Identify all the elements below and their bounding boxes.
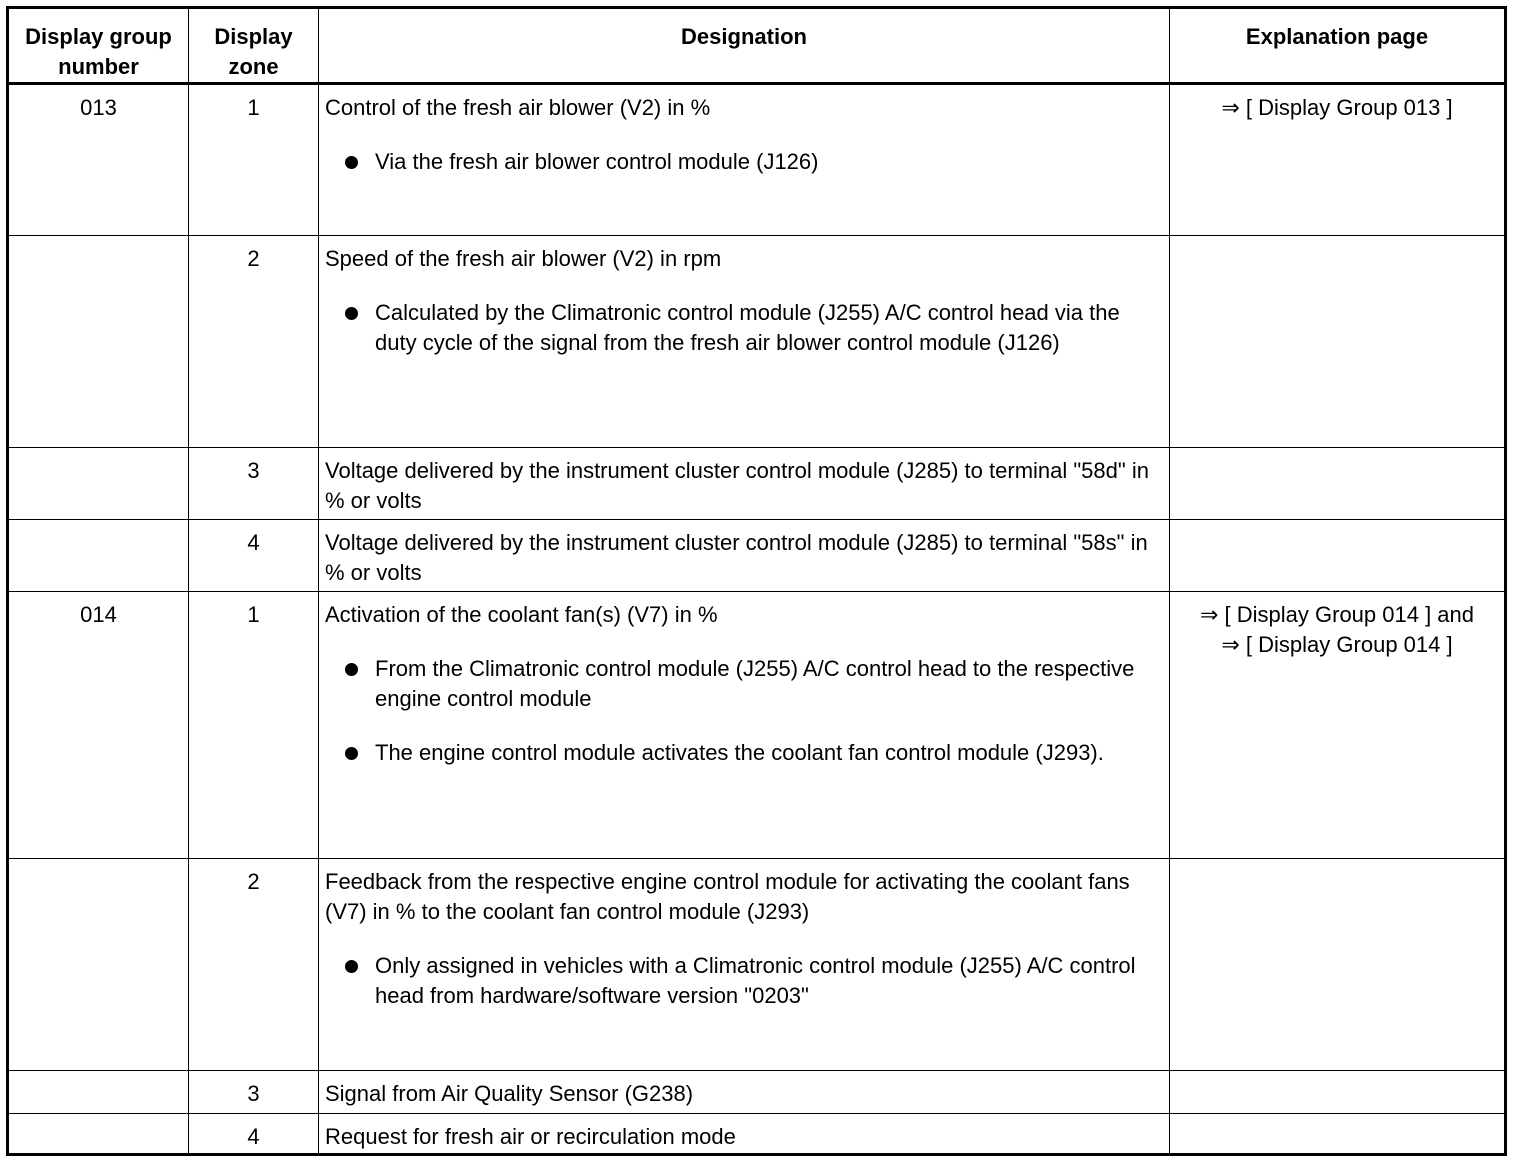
bullet-item: Only assigned in vehicles with a Climatronic control module (J255) A/C control head from hardware/software version "0203": [325, 951, 1159, 1011]
header-display-zone: Display zone: [189, 8, 319, 84]
bullet-item: Calculated by the Climatronic control module (J255) A/C control head via the duty cycle of the signal from the fresh air blower control module (J126): [325, 298, 1159, 358]
designation-cell: [319, 592, 1170, 859]
designation-text: Speed of the fresh air blower (V2) in rpm: [325, 246, 722, 271]
bullet-item: The engine control module activates the coolant fan control module (J293).: [325, 738, 1159, 768]
bullet-item: Via the fresh air blower control module (J126): [325, 147, 1159, 177]
explanation-cell: [1170, 592, 1506, 859]
table-row: [8, 448, 1506, 520]
explanation-link[interactable]: ⇒ [ Display Group 014 ] and: [1199, 602, 1475, 627]
zone-cell: 3: [189, 1071, 319, 1114]
table-row: [8, 236, 1506, 448]
explanation-cell: [1170, 859, 1506, 1071]
table-row: [8, 1114, 1506, 1155]
explanation-cell: [1170, 1071, 1506, 1114]
explanation-cell: [1170, 236, 1506, 448]
designation-text: Feedback from the respective engine control module for activating the coolant fans (V7) in % to the coolant fan control module (J293): [325, 869, 1130, 924]
table-row: [8, 592, 1506, 859]
group-cell: [8, 448, 189, 520]
explanation-link[interactable]: ⇒ [ Display Group 014 ]: [1221, 632, 1453, 657]
bullet-item: From the Climatronic control module (J255) A/C control head to the respective engine control module: [325, 654, 1159, 714]
zone-cell: 1: [189, 592, 319, 859]
zone-cell: 1: [189, 84, 319, 236]
zone-cell: 3: [189, 448, 319, 520]
designation-cell: [319, 520, 1170, 592]
zone-cell: 4: [189, 520, 319, 592]
group-cell: [8, 1114, 189, 1155]
designation-text: Control of the fresh air blower (V2) in %: [325, 95, 711, 120]
designation-cell: [319, 84, 1170, 236]
group-cell: 014: [8, 592, 189, 859]
designation-text: Request for fresh air or recirculation mode: [325, 1124, 736, 1149]
table-row: [8, 520, 1506, 592]
group-cell: [8, 520, 189, 592]
zone-cell: 2: [189, 859, 319, 1071]
group-cell: 013: [8, 84, 189, 236]
designation-text: Signal from Air Quality Sensor (G238): [325, 1081, 694, 1106]
designation-cell: [319, 859, 1170, 1071]
designation-text: Voltage delivered by the instrument cluster control module (J285) to terminal "58d" in % or volts: [325, 458, 1149, 513]
designation-cell: [319, 448, 1170, 520]
designation-cell: [319, 1114, 1170, 1155]
explanation-link[interactable]: ⇒ [ Display Group 013 ]: [1221, 95, 1453, 120]
zone-cell: 2: [189, 236, 319, 448]
group-cell: [8, 1071, 189, 1114]
table-row: [8, 1071, 1506, 1114]
designation-text: Voltage delivered by the instrument cluster control module (J285) to terminal "58s" in % or volts: [325, 530, 1148, 585]
explanation-cell: [1170, 520, 1506, 592]
designation-cell: [319, 1071, 1170, 1114]
header-designation: Designation: [319, 8, 1170, 84]
table-row: [8, 859, 1506, 1071]
zone-cell: 4: [189, 1114, 319, 1155]
designation-text: Activation of the coolant fan(s) (V7) in %: [325, 602, 718, 627]
group-cell: [8, 859, 189, 1071]
display-group-table: [6, 6, 1507, 1156]
group-cell: [8, 236, 189, 448]
table-row: [8, 84, 1506, 236]
designation-cell: [319, 236, 1170, 448]
header-row: [8, 8, 1506, 84]
header-display-group-number: Display group number: [8, 8, 189, 84]
header-explanation-page: Explanation page: [1170, 8, 1506, 84]
explanation-cell: [1170, 448, 1506, 520]
explanation-cell: [1170, 84, 1506, 236]
explanation-cell: [1170, 1114, 1506, 1155]
